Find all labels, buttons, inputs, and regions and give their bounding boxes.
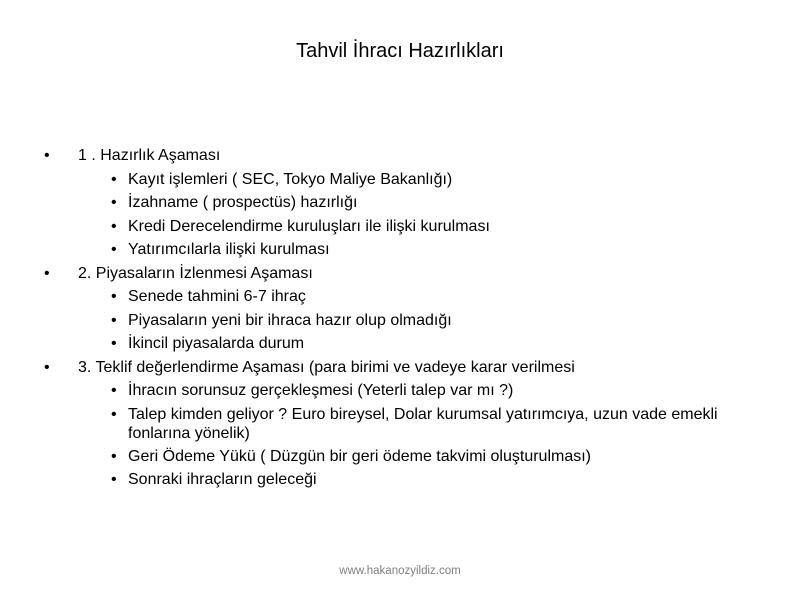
list-item (110, 168, 738, 192)
section-label: 2. Piyasaların İzlenmesi Aşaması (78, 264, 313, 282)
bullet-icon: • (44, 147, 50, 164)
footer-url: www.hakanozyildiz.com (339, 565, 461, 577)
bullet-outline (40, 144, 780, 492)
list-item-text: Sonraki ihraçların geleceği (128, 471, 317, 488)
list-item (110, 215, 738, 239)
list-item-text: Geri Ödeme Yükü ( Düzgün bir geri ödeme takvimi oluşturulması) (128, 447, 591, 465)
bullet-icon: • (44, 264, 50, 282)
section-hazirlik (40, 144, 780, 168)
bullet-icon: • (111, 241, 117, 258)
list-item (110, 238, 738, 262)
section-teklif (40, 356, 780, 380)
list-item-text: Kayıt işlemleri ( SEC, Tokyo Maliye Bakanlığı) (128, 170, 453, 188)
list-item (110, 332, 738, 356)
sub-list (40, 379, 780, 492)
sub-list-container (40, 168, 780, 262)
list-item (110, 309, 738, 333)
bullet-icon: • (111, 311, 117, 329)
sub-list-container (40, 285, 780, 356)
bullet-icon: • (111, 217, 117, 235)
bullet-icon: • (111, 471, 117, 488)
list-item-text: İhracın sorunsuz gerçekleşmesi (Yeterli talep var mı ?) (128, 382, 514, 399)
list-item-text: Piyasaların yeni bir ihraca hazır olup olmadığı (128, 311, 452, 329)
list-item (110, 191, 738, 215)
sub-list (40, 168, 780, 262)
bullet-icon: • (111, 194, 117, 211)
bullet-icon: • (111, 170, 117, 188)
list-item (110, 445, 738, 469)
list-item-text: Kredi Derecelendirme kuruluşları ile ilişki kurulması (128, 217, 490, 235)
bullet-icon: • (44, 358, 50, 376)
bullet-icon: • (111, 405, 117, 423)
section-label: 1 . Hazırlık Aşaması (78, 147, 221, 164)
list-item (110, 285, 738, 309)
bullet-icon: • (111, 335, 117, 352)
sub-list-container (40, 379, 780, 492)
list-item-text: Talep kimden geliyor ? Euro bireysel, Dolar kurumsal yatırımcıya, uzun vade emekli fonlarına yönelik) (128, 405, 718, 442)
list-item-text: İzahname ( prospectüs) hazırlığı (128, 194, 358, 211)
slide-title: Tahvil İhracı Hazırlıkları (296, 40, 504, 62)
list-item (110, 468, 738, 492)
list-item-text: Senede tahmini 6-7 ihraç (128, 288, 306, 305)
bullet-icon: • (111, 447, 117, 465)
list-item-text: İkincil piyasalarda durum (128, 335, 305, 352)
list-item-text: Yatırımcılarla ilişki kurulması (128, 241, 330, 258)
section-piyasa-izleme (40, 262, 780, 286)
sub-list (40, 285, 780, 356)
section-label: 3. Teklif değerlendirme Aşaması (para birimi ve vadeye karar verilmesi (78, 358, 575, 376)
bullet-icon: • (111, 288, 117, 305)
list-item (110, 403, 738, 445)
bullet-icon: • (111, 382, 117, 399)
list-item (110, 379, 738, 403)
